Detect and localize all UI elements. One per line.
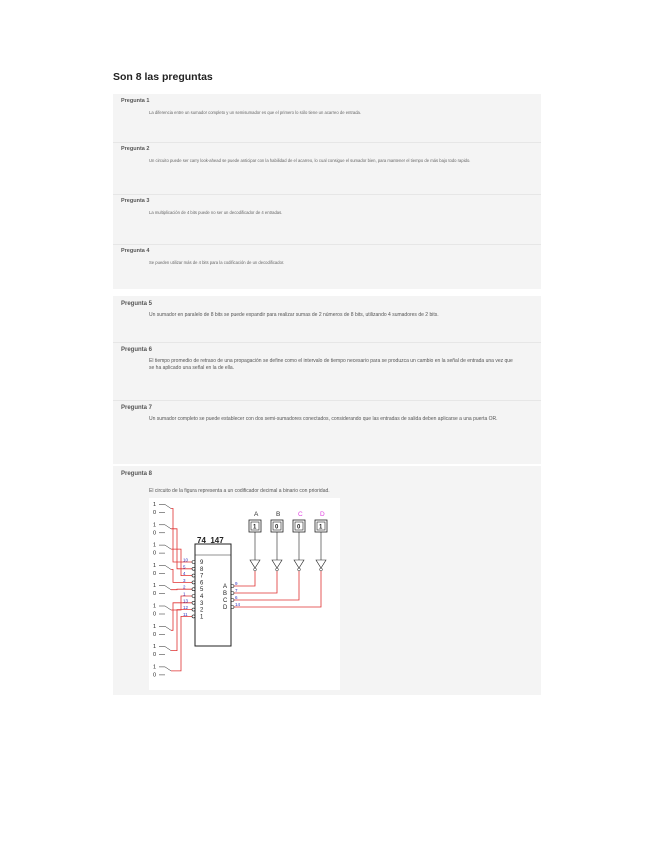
encoder-circuit-diagram [149,498,340,690]
switch-label-low: 0 [153,652,157,659]
question-label: Pregunta 7 [121,405,153,411]
output-pin-number: 14 [235,602,241,608]
output-bubble [231,599,234,602]
output-bubble [231,606,234,609]
probe-label: C [298,511,303,518]
question-label: Pregunta 5 [121,301,153,307]
output-pin-number: 6 [235,595,238,601]
probe-value: 1 [319,524,323,531]
probe-label: D [320,511,325,518]
input-bubble [192,567,195,570]
input-bubble [192,581,195,584]
question-text: La diferencia entre un sumador completo y un semisumador es que el primero lo sólo tiene un acarreo de entrada. [149,110,362,115]
switch-label-low: 0 [153,591,157,598]
switch-label-high: 1 [153,562,157,569]
inverter-bubble [276,568,279,571]
question-label: Pregunta 1 [121,98,150,104]
question-block-1 [113,94,541,289]
input-pin-number: 4 [183,571,186,577]
input-bubble [192,574,195,577]
switch-label-high: 1 [153,542,157,549]
output-pin-number: 9 [235,581,238,587]
chip-input-label: 2 [200,607,204,614]
page-title: Son 8 las preguntas [113,71,213,83]
chip-output-label: B [223,591,228,597]
chip-input-label: 4 [200,594,204,600]
switch-label-high: 1 [153,623,157,630]
inverter-bubble [254,568,257,571]
probe-value: 0 [275,524,279,531]
question-text: Un circuito puede ser carry look-ahead se puede anticipar con la habilidad de el acarreo, lo cual consigue el sumador bien, para mantener el tiempo de más bajo todo rapido. [149,158,471,163]
input-pin-number: 13 [183,598,189,604]
probe-label: B [276,511,281,518]
question-text: Un sumador completo se puede establecer con dos semi-sumadores conectados, considerando que las entradas de salida deben aplicarse a una puerta OR. [149,416,498,422]
input-bubble [192,561,195,564]
input-bubble [192,608,195,611]
chip-output-label: D [223,605,228,611]
input-pin-number: 5 [183,564,186,570]
probe-value: 0 [297,524,301,531]
chip-input-label: 5 [200,587,204,594]
output-bubble [231,585,234,588]
question-text: El circuito de la figura representa a un codificador decimal a binario con prioridad. [149,488,330,494]
switch-label-high: 1 [153,583,157,590]
question-2 [113,142,541,195]
switch-label-high: 1 [153,644,157,651]
input-pin-number: 3 [183,577,186,583]
switch-label-high: 1 [153,522,157,529]
question-text: La multiplicación de 4 bits puede no ser un decodificador de 4 entradas. [149,210,283,215]
chip-input-label: 3 [200,600,204,607]
question-3 [113,194,541,245]
question-block-2 [113,296,541,464]
question-text: Se pueden utilizar más de 4 bits para la codificación de un decodificador. [149,260,285,265]
question-4 [113,244,541,289]
chip-output-label: A [223,584,228,590]
inverter-bubble [320,568,323,571]
question-text: Un sumador en paralelo de 8 bits se puede expandir para realizar sumas de 2 números de 8 bits, utilizando 4 sumadores de 2 bits. [149,312,439,318]
switch-label-low: 0 [153,672,157,679]
input-bubble [192,601,195,604]
chip-input-label: 8 [200,566,204,573]
probe-label: A [254,511,259,518]
input-pin-number: 1 [183,591,186,597]
switch-label-high: 1 [153,603,157,610]
question-label: Pregunta 8 [121,471,153,477]
inverter-bubble [298,568,301,571]
switch-label-high: 1 [153,502,157,508]
chip-input-label: 1 [200,614,204,621]
switch-label-low: 0 [153,611,157,618]
chip-input-label: 9 [200,560,204,566]
chip-label: 74_147 [197,536,224,545]
input-bubble [192,588,195,591]
switch-label-high: 1 [153,664,157,671]
switch-label-low: 0 [153,570,157,577]
chip-input-label: 7 [200,573,204,580]
question-5 [113,296,541,343]
switch-label-low: 0 [153,530,157,537]
switch-label-low: 0 [153,550,157,557]
input-pin-number: 2 [183,584,186,590]
question-label: Pregunta 6 [121,347,153,353]
question-text: El tiempo promedio de retraso de una propagación se define como el intervalo de tiempo necesario para se produzca un cambio en la señal de entrada una vez que se ha aplicado una señal en la de ella. [149,358,513,371]
switch-label-low: 0 [153,631,157,638]
switch-label-low: 0 [153,510,157,516]
probe-value: 1 [253,524,257,531]
output-bubble [231,592,234,595]
chip-output-label: C [223,598,228,604]
question-label: Pregunta 4 [121,248,150,254]
question-1 [113,94,541,143]
input-pin-number: 11 [183,611,188,617]
chip-input-label: 6 [200,580,204,587]
input-bubble [192,615,195,618]
input-pin-number: 12 [183,605,189,611]
question-label: Pregunta 2 [121,146,150,152]
input-pin-number: 10 [183,557,189,563]
question-7 [113,400,541,464]
output-pin-number: 7 [235,588,238,594]
question-6 [113,342,541,401]
question-label: Pregunta 3 [121,198,150,204]
input-bubble [192,595,195,598]
